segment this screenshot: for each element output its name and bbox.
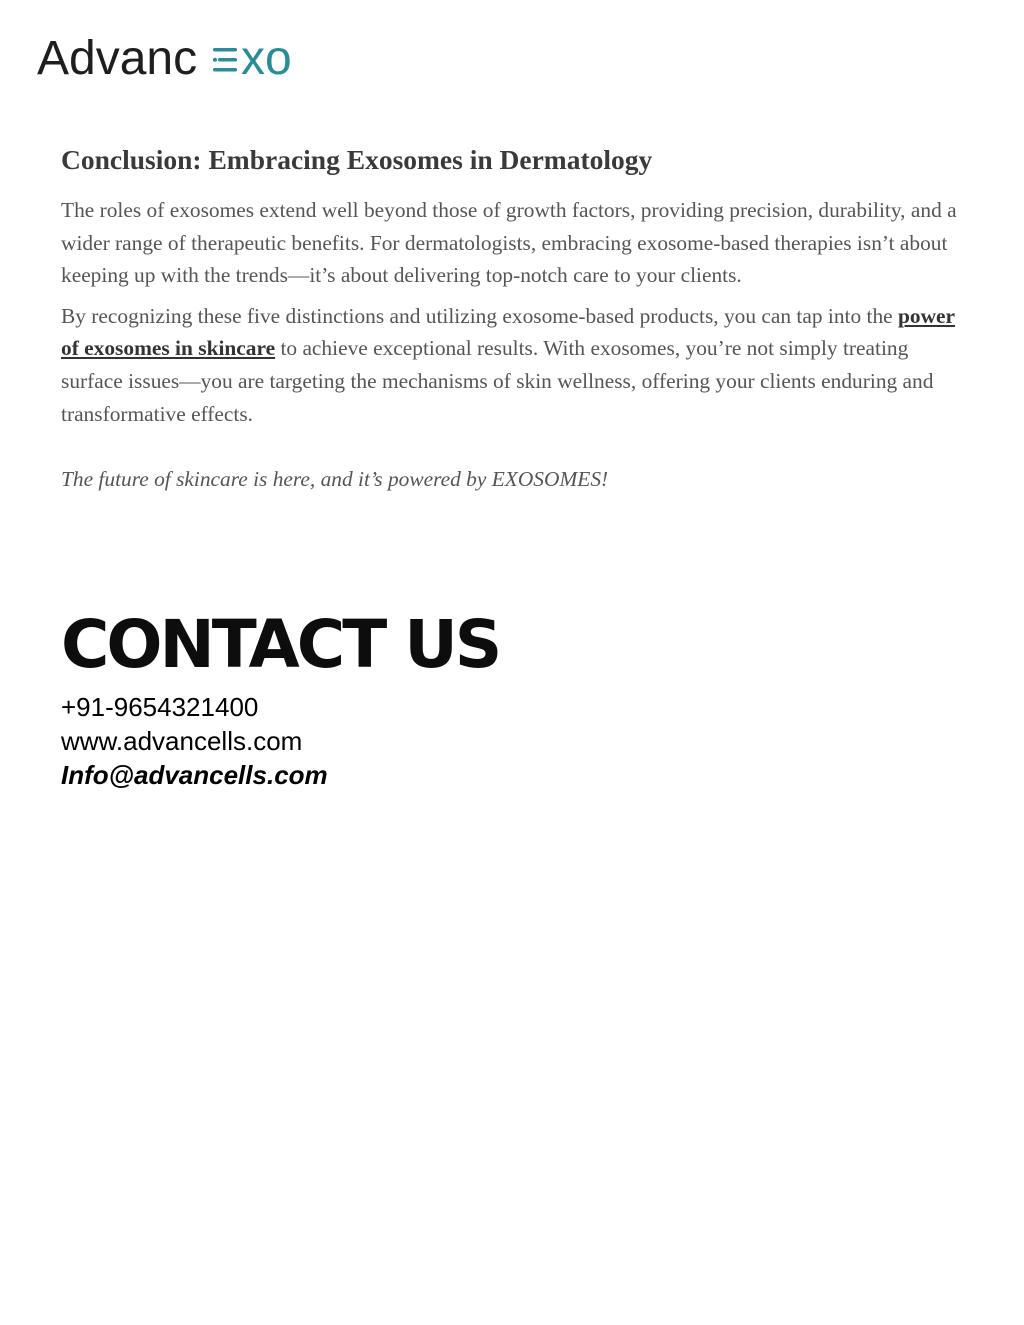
conclusion-section [61, 140, 961, 494]
logo-text-accent: xo [241, 32, 292, 82]
advancexo-logo [37, 30, 317, 82]
section-heading: Conclusion: Embracing Exosomes in Dermatology [61, 144, 653, 175]
paragraph-2-end: to achieve exceptional results. With exosomes, you’re not simply treating surface issues—you are targeting the mechanisms of skin wellness, offering your clients enduring and transformative effects. [61, 336, 934, 426]
contact-details [61, 690, 328, 792]
contact-website: www.advancells.com [61, 726, 303, 756]
paragraph-2-start: By recognizing these five distinctions and utilizing exosome-based products, you can tap into the [61, 303, 899, 328]
contact-email: Info@advancells.com [61, 760, 328, 790]
contact-title: CONTACT US [61, 606, 500, 683]
contact-phone: +91-9654321400 [61, 692, 259, 722]
logo-e-symbol [213, 48, 237, 72]
logo-text-dark: Advanc [37, 32, 198, 82]
paragraph-2 [61, 300, 961, 430]
logo-wordmark-icon [37, 30, 317, 82]
paragraph-1: The roles of exosomes extend well beyond those of growth factors, providing precision, durability, and a wider range of therapeutic benefits. For dermatologists, embracing exosome-based therapies isn’t about keeping up with the trends—it’s about delivering top-notch care to your clients. [61, 198, 957, 288]
exosomes-skincare-link[interactable]: power of exosomes in skincare [61, 303, 956, 361]
tagline: The future of skincare is here, and it’s powered by EXOSOMES! [61, 467, 609, 492]
